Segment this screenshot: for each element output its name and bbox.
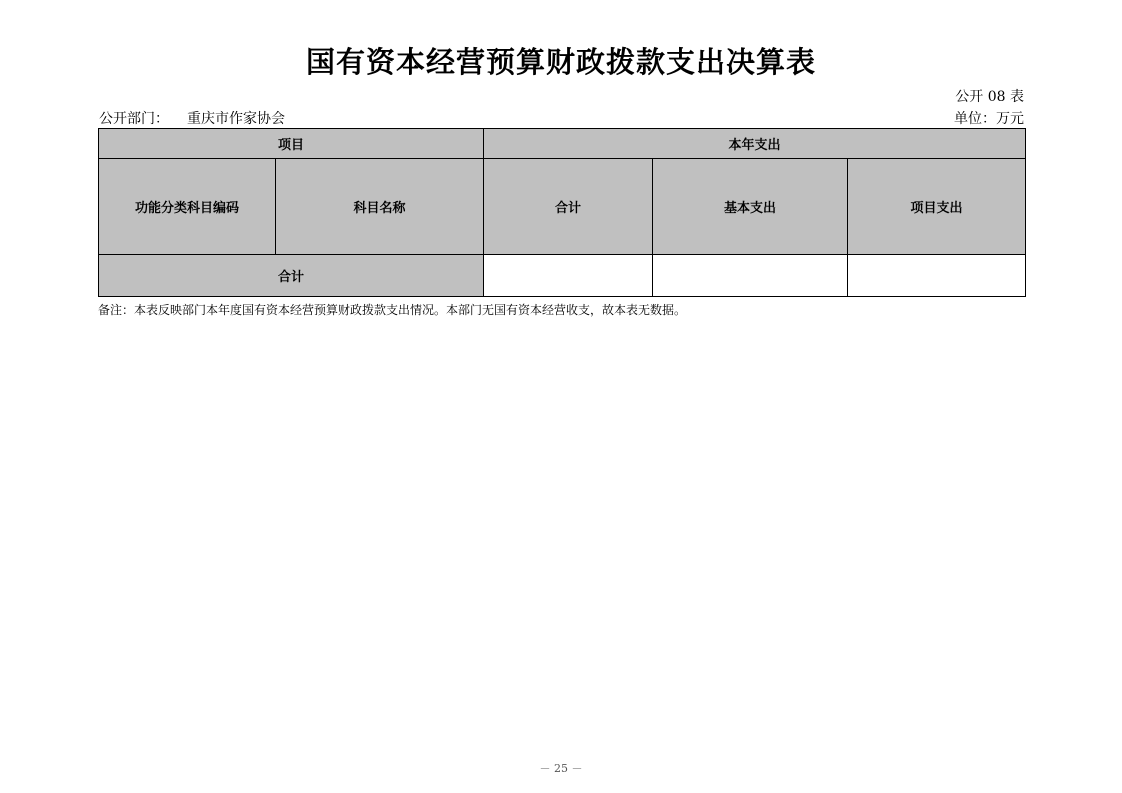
table-number: 公开 08 表	[955, 89, 1024, 105]
header-basic-expense: 基本支出	[653, 159, 848, 255]
total-row-total-cell	[484, 255, 653, 297]
header-item: 项目	[99, 129, 484, 159]
header-row-group	[99, 129, 1026, 159]
total-row-basic-cell	[653, 255, 848, 297]
header-total: 合计	[484, 159, 653, 255]
department-name: 重庆市作家协会	[187, 111, 285, 127]
page-number: － 25 －	[539, 762, 583, 775]
header-func-code: 功能分类科目编码	[99, 159, 276, 255]
footnote: 备注：本表反映部门本年度国有资本经营预算财政拨款支出情况。本部门无国有资本经营收支，故本表无数据。	[98, 303, 687, 317]
department-label: 公开部门：	[99, 111, 169, 127]
expense-table	[98, 128, 1026, 297]
header-project-expense: 项目支出	[848, 159, 1026, 255]
header-row-columns	[99, 159, 1026, 255]
unit-label: 单位：万元	[954, 111, 1024, 127]
total-row-label: 合计	[99, 255, 484, 297]
total-row	[99, 255, 1026, 297]
header-subject-name: 科目名称	[276, 159, 484, 255]
header-current-year-expense: 本年支出	[484, 129, 1026, 159]
department-line	[99, 108, 285, 128]
total-row-project-cell	[848, 255, 1026, 297]
document-title: 国有资本经营预算财政拨款支出决算表	[305, 45, 816, 79]
